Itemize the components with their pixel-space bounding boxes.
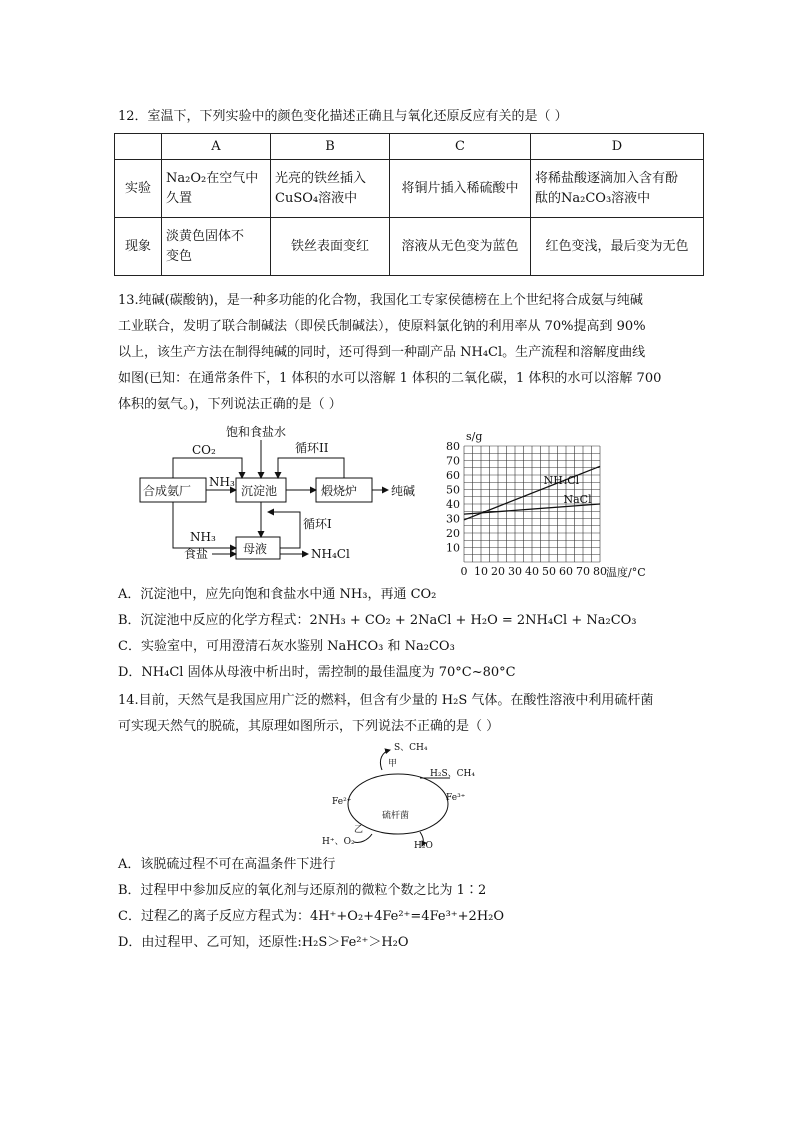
x-tick-label: 0 <box>460 565 468 578</box>
ph-a <box>162 218 271 276</box>
y-tick-label: 60 <box>446 469 460 482</box>
series-label-nacl: NaCl <box>563 493 592 507</box>
q14-option-a: A．该脱硫过程不可在高温条件下进行 <box>118 857 336 872</box>
ph-c: 溶液从无色变为蓝色 <box>390 218 531 276</box>
label-h2o: H₂O <box>414 841 433 851</box>
q14-option-d: D．由过程甲、乙可知，还原性:H₂S＞Fe²⁺＞H₂O <box>118 935 409 950</box>
label-nh4cl: NH₄Cl <box>311 547 350 561</box>
ph-b: 铁丝表面变红 <box>271 218 390 276</box>
label-mother-liquor: 母液 <box>243 542 268 556</box>
q13-option-a: A．沉淀池中，应先向饱和食盐水中通 NH₃，再通 CO₂ <box>118 587 437 602</box>
exp-b-line1: 光亮的铁丝插入 <box>275 170 367 186</box>
y-tick-label: 10 <box>446 541 460 555</box>
ph-d: 红色变浅，最后变为无色 <box>531 218 704 276</box>
q13-line-1: 13.纯碱(碳酸钠)，是一种多功能的化合物，我国化工专家侯德榜在上个世纪将合成氨与纯碱 <box>118 293 643 308</box>
label-h-o2: H⁺、O₂ <box>322 837 355 847</box>
label-soda: 纯碱 <box>391 484 416 498</box>
q13-option-c: C．实验室中，可用澄清石灰水鉴别 NaHCO₃ 和 Na₂CO₃ <box>118 639 455 654</box>
exp-d-line2: 酞的Na₂CO₃溶液中 <box>535 190 651 206</box>
exp-b <box>271 160 390 218</box>
label-h2s-ch4: H₂S、CH₄ <box>430 769 475 779</box>
y-tick-label: 30 <box>446 512 460 526</box>
q13-line-3: 以上，该生产方法在制得纯碱的同时，还可得到一种副产品 NH₄Cl。生产流程和溶解度曲线 <box>118 345 646 360</box>
label-cycle1: 循环I <box>303 517 332 531</box>
q12-stem: 12．室温下，下列实验中的颜色变化描述正确且与氧化还原反应有关的是（ ） <box>118 109 568 124</box>
label-salt: 食盐 <box>184 547 209 561</box>
exp-a <box>162 160 271 218</box>
x-axis-label: 温度/°C <box>606 566 646 579</box>
exp-d-line1: 将稀盐酸逐滴加入含有酚 <box>535 170 679 186</box>
q13-line-2: 工业联合，发明了联合制碱法（即侯氏制碱法），使原料氯化钠的利用率从 70%提高到 90% <box>118 319 646 334</box>
x-tick-label: 10 <box>474 565 488 578</box>
y-tick-label: 80 <box>446 440 460 453</box>
y-tick-label: 70 <box>446 454 460 468</box>
exp-b-line2: CuSO₄溶液中 <box>275 190 358 206</box>
series-label-nh4cl: NH₄Cl <box>543 473 580 487</box>
x-tick-label: 40 <box>525 565 539 578</box>
y-tick-label: 40 <box>446 498 460 511</box>
label-precip-tank: 沉淀池 <box>241 484 278 498</box>
label-nh3-bottom: NH₃ <box>190 530 216 544</box>
q13-option-d: D．NH₄Cl 固体从母液中析出时，需控制的最佳温度为 70°C~80°C <box>118 665 516 680</box>
label-cycle2: 循环II <box>295 441 329 455</box>
y-tick-label: 50 <box>446 483 460 497</box>
ph-a-line2: 变色 <box>166 248 193 264</box>
label-ammonia-plant: 合成氨厂 <box>143 484 192 498</box>
label-nh3-top: NH₃ <box>209 475 235 489</box>
label-bacteria: 硫杆菌 <box>382 811 410 821</box>
y-axis-label: s/g <box>466 430 483 443</box>
label-calciner: 煅烧炉 <box>321 484 358 498</box>
q13-line-5: 体积的氨气。)，下列说法正确的是（ ） <box>118 397 342 412</box>
col-header-c: C <box>390 134 531 160</box>
exp-a-line1: Na₂O₂在空气中 <box>166 170 259 186</box>
exp-a-line2: 久置 <box>166 190 193 206</box>
label-fe2: Fe²⁺ <box>332 797 352 807</box>
process-flow-diagram <box>130 422 430 572</box>
q14-option-b: B．过程甲中参加反应的氧化剂与还原剂的微粒个数之比为 1∶2 <box>118 883 487 898</box>
exp-c: 将铜片插入稀硫酸中 <box>390 160 531 218</box>
solubility-chart <box>440 422 660 582</box>
y-tick-label: 20 <box>446 527 460 540</box>
label-saturated-brine: 饱和食盐水 <box>226 425 287 439</box>
q14-line-1: 14.目前，天然气是我国应用广泛的燃料，但含有少量的 H₂S 气体。在酸性溶液中利用硫杆菌 <box>118 693 654 708</box>
ph-a-line1: 淡黄色固体不 <box>166 228 245 244</box>
q14-line-2: 可实现天然气的脱硫，其原理如图所示，下列说法不正确的是（ ） <box>118 719 500 734</box>
q13-option-b: B．沉淀池中反应的化学方程式：2NH₃ + CO₂ + 2NaCl + H₂O = 2NH₄Cl + Na₂CO₃ <box>118 613 637 628</box>
label-fe3: Fe³⁺ <box>446 793 466 803</box>
x-tick-label: 20 <box>491 565 505 578</box>
col-header-a: A <box>162 134 271 160</box>
exp-d <box>531 160 704 218</box>
table-corner <box>115 134 162 160</box>
x-tick-label: 50 <box>542 565 556 578</box>
label-yi: 乙 <box>354 825 364 835</box>
x-tick-label: 30 <box>508 565 522 578</box>
col-header-b: B <box>271 134 390 160</box>
q13-line-4: 如图(已知：在通常条件下，1 体积的水可以溶解 1 体积的二氧化碳，1 体积的水可以溶解 700 <box>118 371 662 386</box>
q12-table <box>114 133 704 276</box>
x-tick-label: 60 <box>559 565 573 578</box>
label-s-ch4: S、CH₄ <box>394 743 428 753</box>
col-header-d: D <box>531 134 704 160</box>
row-label-experiment: 实验 <box>115 160 162 218</box>
x-tick-label: 70 <box>576 565 590 578</box>
q14-option-c: C．过程乙的离子反应方程式为：4H⁺+O₂+4Fe²⁺=4Fe³⁺+2H₂O <box>118 909 505 924</box>
desulfurization-cycle-diagram <box>320 740 490 852</box>
label-jia: 甲 <box>388 759 398 769</box>
x-tick-label: 80 <box>593 565 607 578</box>
label-co2: CO₂ <box>192 443 216 457</box>
row-label-phenomenon: 现象 <box>115 218 162 276</box>
